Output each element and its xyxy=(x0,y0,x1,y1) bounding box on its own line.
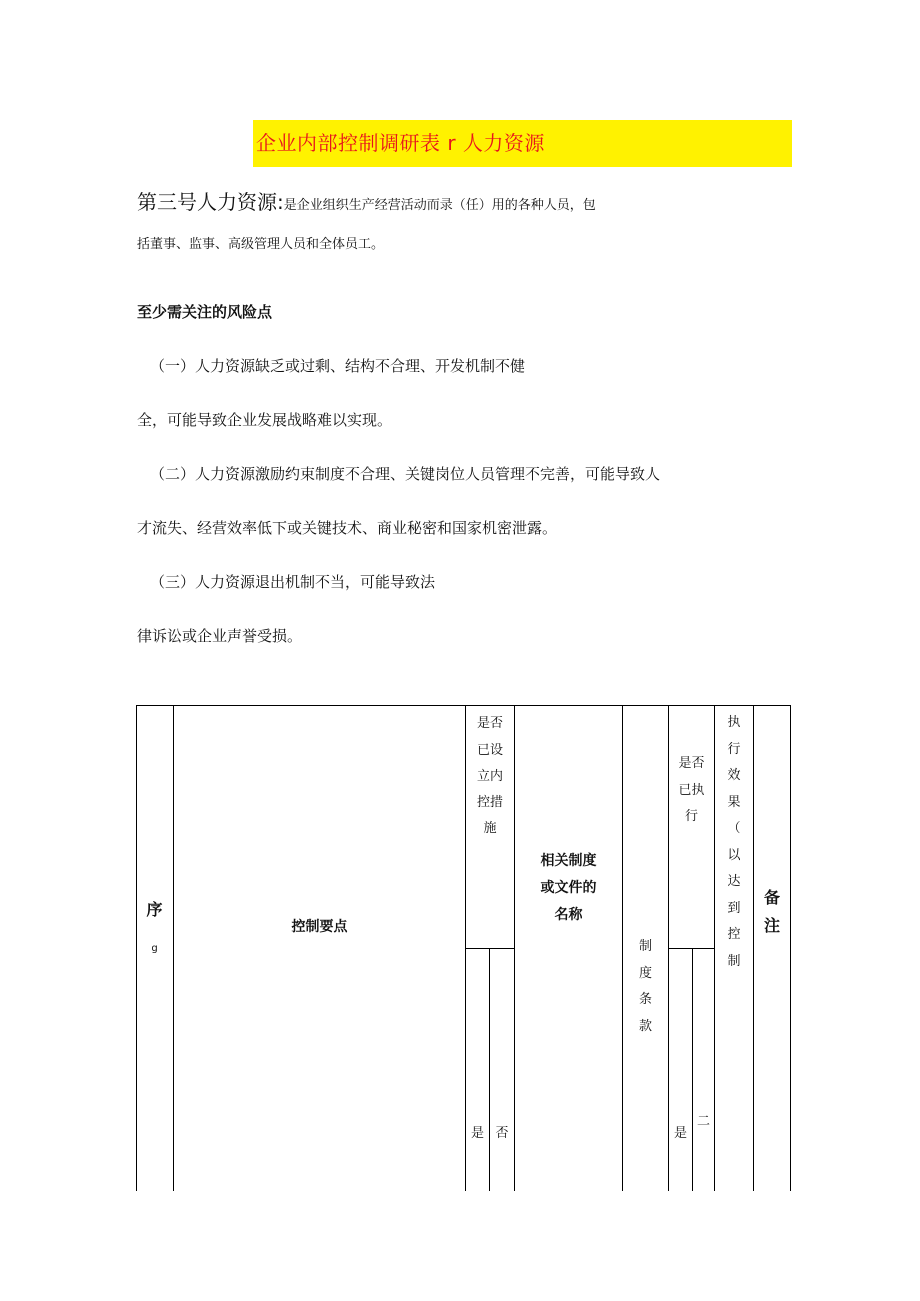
header-established-yes: 是 xyxy=(470,1126,484,1141)
header-related-docs xyxy=(515,848,622,929)
table-border-effect xyxy=(753,705,754,1191)
risk-item-1-line-1: （一）人力资源缺乏或过剩、结构不合理、开发机制不健 xyxy=(150,357,526,375)
header-seq-sub: g xyxy=(151,943,158,954)
header-clause-3: 条 xyxy=(638,992,652,1007)
header-established xyxy=(466,711,514,842)
header-clause-2: 度 xyxy=(638,965,652,981)
table-top-border xyxy=(136,705,791,706)
definition-line-1 xyxy=(137,186,596,215)
header-effect-2: 行 xyxy=(727,741,741,757)
header-effect-1: 执 xyxy=(727,715,741,730)
header-executed-3: 行 xyxy=(684,809,698,824)
header-docs-2: 或文件的 xyxy=(540,880,597,896)
header-executed-no: 二 xyxy=(696,1114,710,1129)
table-border-seq xyxy=(173,705,174,1191)
header-executed-yes: 是 xyxy=(673,1126,687,1141)
header-clause-4: 款 xyxy=(638,1018,652,1034)
risk-item-3-line-1: （三）人力资源退出机制不当，可能导致法 xyxy=(150,573,436,591)
header-effect-4: 果 xyxy=(727,794,741,810)
header-established-4: 控措 xyxy=(476,795,503,810)
header-clause-1: 制 xyxy=(638,939,652,954)
risk-item-2-line-1: （二）人力资源激励约束制度不合理、关键岗位人员管理不完善，可能导致人 xyxy=(150,465,661,483)
risk-item-1-line-2: 全，可能导致企业发展战略难以实现。 xyxy=(137,411,393,429)
header-effect-7: 达 xyxy=(727,874,741,889)
table-subheader-line-established xyxy=(465,948,515,949)
header-remark xyxy=(754,884,790,940)
document-title: 企业内部控制调研表 r 人力资源 xyxy=(256,131,545,155)
header-docs-1: 相关制度 xyxy=(540,853,597,869)
table-border-established-mid xyxy=(489,948,490,1191)
definition-heading: 第三号人力资源: xyxy=(137,190,284,214)
header-effect-9: 控 xyxy=(727,927,741,942)
header-effect-3: 效 xyxy=(727,768,741,783)
header-established-2: 已设 xyxy=(476,743,503,758)
header-effect-10: 制 xyxy=(727,953,741,969)
definition-text-1: 是企业组织生产经营活动而录（任）用的各种人员，包 xyxy=(283,198,596,213)
header-executed xyxy=(669,751,714,831)
header-effect-6: 以 xyxy=(727,847,741,863)
risk-heading: 至少需关注的风险点 xyxy=(137,303,273,321)
header-remark-1: 备 xyxy=(763,888,780,907)
header-established-3: 立内 xyxy=(476,769,503,784)
header-execution-effect xyxy=(715,710,753,1188)
header-established-no: 否 xyxy=(495,1126,509,1141)
header-executed-1: 是否 xyxy=(678,756,705,771)
header-established-1: 是否 xyxy=(476,716,503,731)
risk-item-3-line-2: 律诉讼或企业声誉受损。 xyxy=(137,627,303,645)
definition-text-2: 括董事、监事、高级管理人员和全体员工。 xyxy=(137,237,385,252)
risk-item-2-line-2: 才流失、经营效率低下或关键技术、商业秘密和国家机密泄露。 xyxy=(137,519,558,537)
header-docs-3: 名称 xyxy=(554,907,583,923)
header-clause xyxy=(623,934,668,1040)
header-effect-8: 到 xyxy=(727,900,741,916)
header-effect-5: （ xyxy=(727,821,741,836)
table-border-executed-mid xyxy=(692,948,693,1191)
header-control-points: 控制要点 xyxy=(291,919,348,935)
header-established-5: 施 xyxy=(483,821,497,836)
header-seq: 序 xyxy=(146,900,163,919)
table-border-right xyxy=(790,705,791,1191)
table-subheader-line-executed xyxy=(668,948,715,949)
header-remark-2: 注 xyxy=(763,916,780,935)
header-executed-2: 已执 xyxy=(678,782,705,798)
